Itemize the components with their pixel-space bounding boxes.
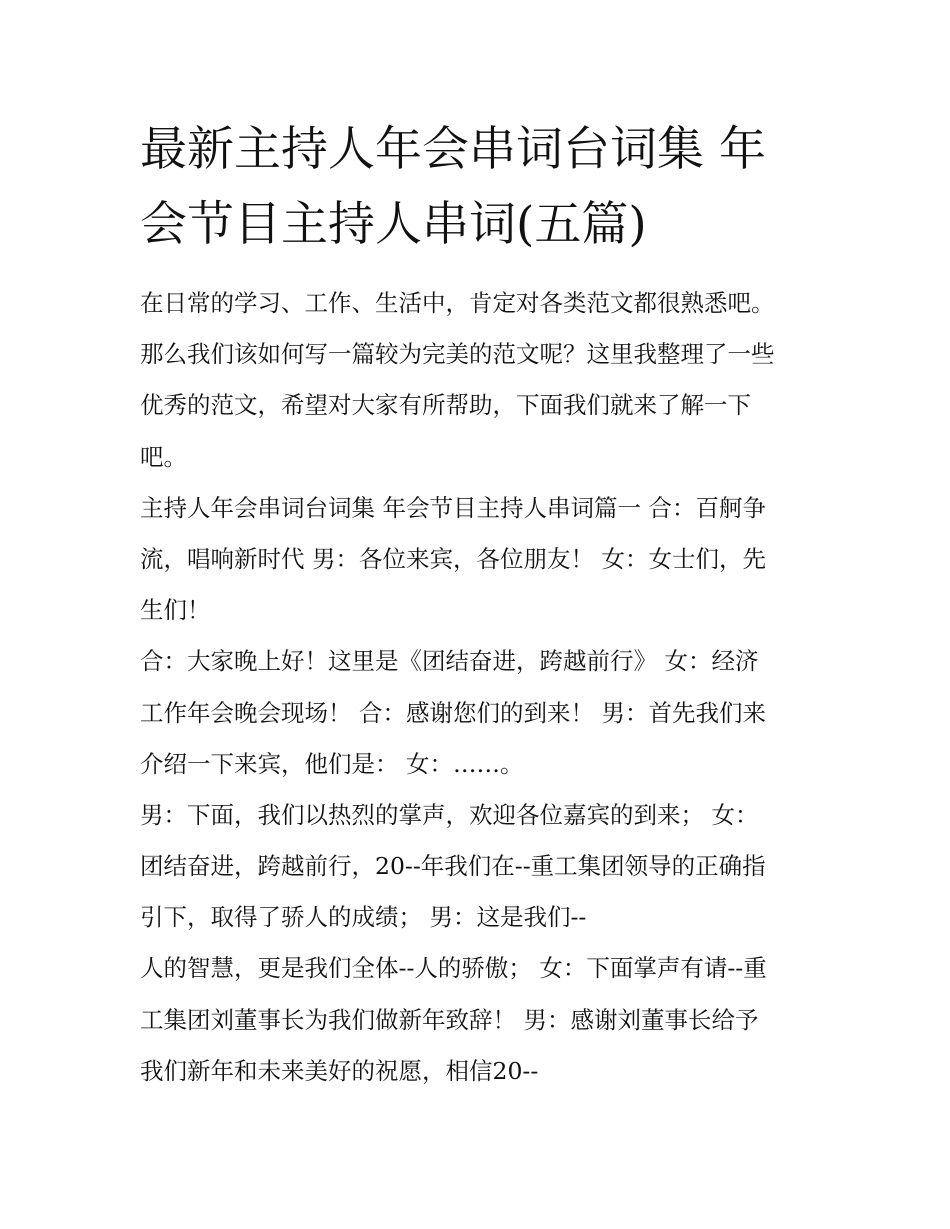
body-line: 合：大家晚上好！这里是《团结奋进，跨越前行》 女：经济 xyxy=(140,647,759,676)
body-line: 流，唱响新时代 男：各位来宾，各位朋友！ 女：女士们，先 xyxy=(140,544,766,573)
body-line: 人的智慧，更是我们全体--人的骄傲； 女：下面掌声有请--重 xyxy=(140,954,767,983)
body-line: 我们新年和未来美好的祝愿，相信20-- xyxy=(140,1056,539,1085)
body-line: 男：下面，我们以热烈的掌声，欢迎各位嘉宾的到来； 女： xyxy=(140,800,759,829)
body-line: 引下，取得了骄人的成绩； 男：这是我们-- xyxy=(140,903,587,932)
body-line: 工作年会晚会现场！ 合：感谢您们的到来！ 男：首先我们来 xyxy=(140,698,766,727)
body-line: 工集团刘董事长为我们做新年致辞！ 男：感谢刘董事长给予 xyxy=(140,1005,759,1034)
document-body xyxy=(140,278,840,1097)
title-line: 会节目主持人串词(五篇) xyxy=(140,197,647,252)
body-line: 在日常的学习、工作、生活中，肯定对各类范文都很熟悉吧。 xyxy=(140,289,775,317)
body-line: 那么我们该如何写一篇较为完美的范文呢？这里我整理了一些 xyxy=(140,340,775,369)
document-title xyxy=(140,112,840,262)
body-line: 优秀的范文，希望对大家有所帮助，下面我们就来了解一下 xyxy=(140,391,751,420)
body-line: 吧。 xyxy=(140,442,187,471)
body-line: 介绍一下来宾，他们是： 女：……。 xyxy=(140,749,524,778)
body-line: 团结奋进，跨越前行，20--年我们在--重工集团领导的正确指 xyxy=(140,852,766,881)
body-line: 主持人年会串词台词集 年会节目主持人串词篇一 合：百舸争 xyxy=(140,493,766,522)
title-line: 最新主持人年会串词台词集 年 xyxy=(140,122,766,177)
body-line: 生们！ xyxy=(140,596,211,625)
